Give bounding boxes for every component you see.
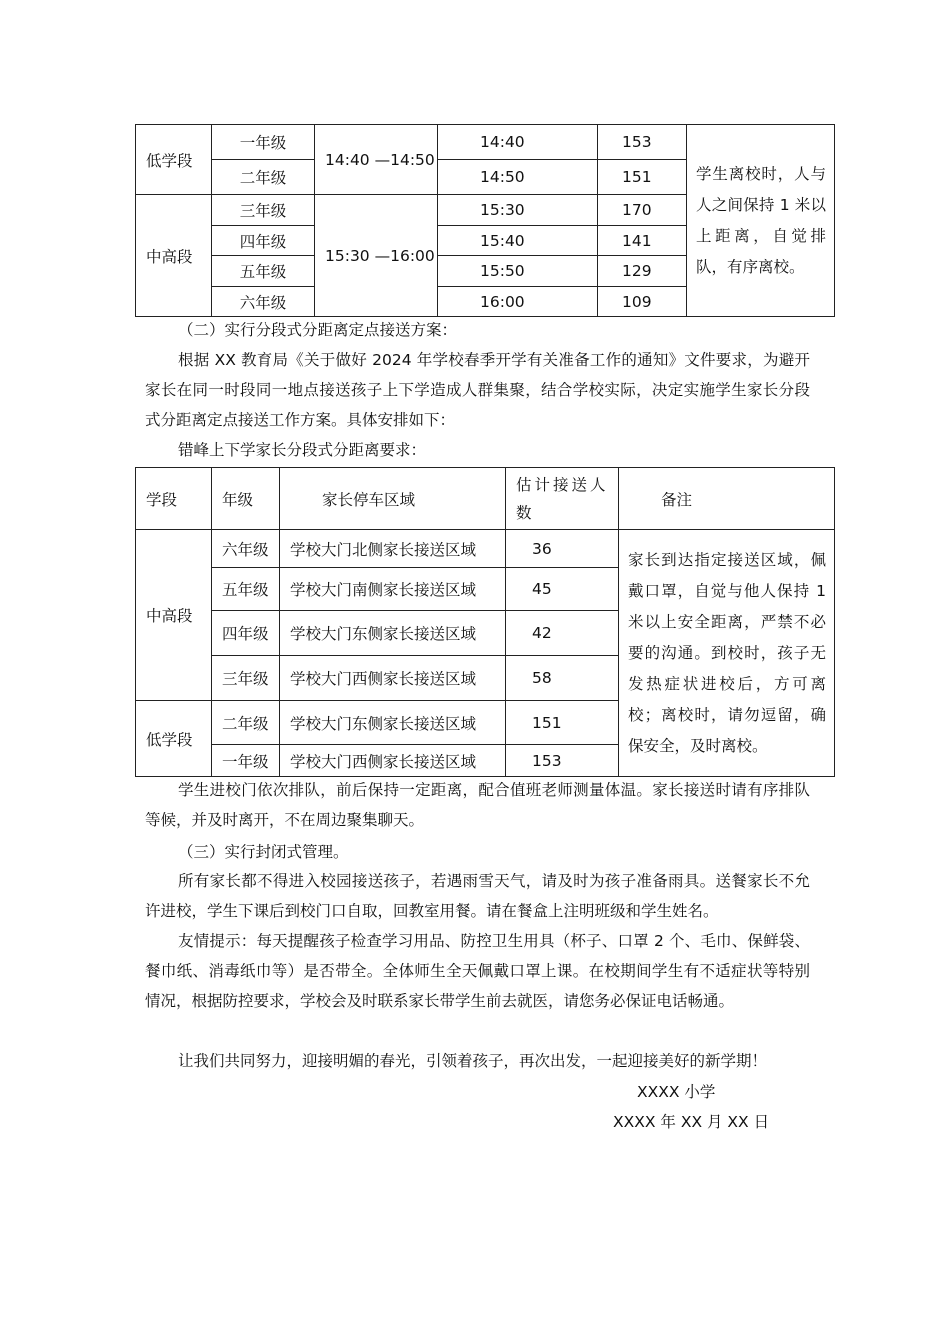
- count-cell: 170: [598, 195, 687, 226]
- grade-cell: 五年级: [212, 568, 280, 611]
- table-header-row: [136, 468, 835, 530]
- count-cell: 153: [598, 125, 687, 160]
- after-table-paragraph: 学生进校门依次排队，前后保持一定距离，配合值班老师测量体温。家长接送时请有序排队等候，并及时离开，不在周边聚集聊天。: [145, 781, 810, 829]
- grade-cell: 二年级: [212, 701, 280, 745]
- count-cell: 58: [506, 656, 619, 701]
- area-cell: 学校大门西侧家长接送区域: [280, 745, 506, 777]
- grade-cell: 三年级: [212, 656, 280, 701]
- count-cell: 129: [598, 256, 687, 287]
- area-cell: 学校大门南侧家长接送区域: [280, 568, 506, 611]
- grade-cell: 六年级: [212, 287, 315, 317]
- tips-paragraph: 友情提示：每天提醒孩子检查学习用品、防控卫生用具（杯子、口罩 2 个、毛巾、保鲜袋、餐巾纸、消毒纸巾等）是否带全。全体师生全天佩戴口罩上课。在校期间学生有不适症状等特别情况，根据防控要求，学校会及时联系家长带学生前去就医，请您务必保证电话畅通。: [145, 932, 810, 1010]
- signature-date: XXXX 年 XX 月 XX 日: [613, 1113, 770, 1131]
- time-cell: 14:50: [438, 160, 598, 195]
- grade-cell: 一年级: [212, 745, 280, 777]
- table-row: [136, 125, 835, 160]
- count-cell: 109: [598, 287, 687, 317]
- time-cell: 15:30: [438, 195, 598, 226]
- header-area: 家长停车区域: [280, 468, 506, 530]
- closing-paragraph: 让我们共同努力，迎接明媚的春光，引领着孩子，再次出发，一起迎接美好的新学期！: [178, 1052, 768, 1070]
- count-cell: 45: [506, 568, 619, 611]
- count-cell: 151: [598, 160, 687, 195]
- count-cell: 153: [506, 745, 619, 777]
- section2-paragraph: 根据 XX 教育局《关于做好 2024 年学校春季开学有关准备工作的通知》文件要求，为避开家长在同一时段同一地点接送孩子上下学造成人群集聚，结合学校实际，决定实施学生家长分段式分距离定点接送工作方案。具体安排如下：: [145, 351, 810, 429]
- grade-cell: 六年级: [212, 530, 280, 568]
- dismissal-note: 学生离校时，人与人之间保持 1 米以上距离，自觉排队，有序离校。: [687, 125, 835, 317]
- grade-cell: 四年级: [212, 226, 315, 256]
- time-cell: 14:40: [438, 125, 598, 160]
- header-note: 备注: [619, 468, 835, 530]
- stage-cell: 低学段: [136, 125, 212, 195]
- time-cell: 16:00: [438, 287, 598, 317]
- count-cell: 141: [598, 226, 687, 256]
- stage-cell: 低学段: [136, 701, 212, 777]
- dismissal-time-table: [135, 124, 835, 317]
- grade-cell: 一年级: [212, 125, 315, 160]
- area-cell: 学校大门西侧家长接送区域: [280, 656, 506, 701]
- grade-cell: 二年级: [212, 160, 315, 195]
- header-count: 估计接送人数: [506, 468, 619, 530]
- pickup-area-table: [135, 467, 835, 777]
- section3-paragraph: 所有家长都不得进入校园接送孩子，若遇雨雪天气，请及时为孩子准备雨具。送餐家长不允许进校，学生下课后到校门口自取，回教室用餐。请在餐盒上注明班级和学生姓名。: [145, 872, 810, 920]
- count-cell: 42: [506, 611, 619, 656]
- area-cell: 学校大门东侧家长接送区域: [280, 611, 506, 656]
- table-row: [136, 530, 835, 568]
- area-cell: 学校大门东侧家长接送区域: [280, 701, 506, 745]
- time-cell: 15:50: [438, 256, 598, 287]
- header-stage: 学段: [136, 468, 212, 530]
- grade-cell: 四年级: [212, 611, 280, 656]
- area-cell: 学校大门北侧家长接送区域: [280, 530, 506, 568]
- count-cell: 36: [506, 530, 619, 568]
- section2-heading: （二）实行分段式分距离定点接送方案：: [178, 321, 458, 339]
- table2-caption: 错峰上下学家长分段式分距离要求：: [178, 441, 427, 459]
- grade-cell: 三年级: [212, 195, 315, 226]
- signature-school: XXXX 小学: [637, 1083, 716, 1101]
- time-range-cell: 15:30 —16:00: [315, 195, 438, 317]
- count-cell: 151: [506, 701, 619, 745]
- pickup-note: 家长到达指定接送区域，佩戴口罩，自觉与他人保持 1 米以上安全距离，严禁不必要的沟通。到校时，孩子无发热症状进校后，方可离校；离校时，请勿逗留，确保安全，及时离校。: [619, 530, 835, 777]
- section3-heading: （三）实行封闭式管理。: [178, 843, 349, 861]
- time-range-cell: 14:40 —14:50: [315, 125, 438, 195]
- grade-cell: 五年级: [212, 256, 315, 287]
- time-cell: 15:40: [438, 226, 598, 256]
- stage-cell: 中高段: [136, 530, 212, 701]
- stage-cell: 中高段: [136, 195, 212, 317]
- header-grade: 年级: [212, 468, 280, 530]
